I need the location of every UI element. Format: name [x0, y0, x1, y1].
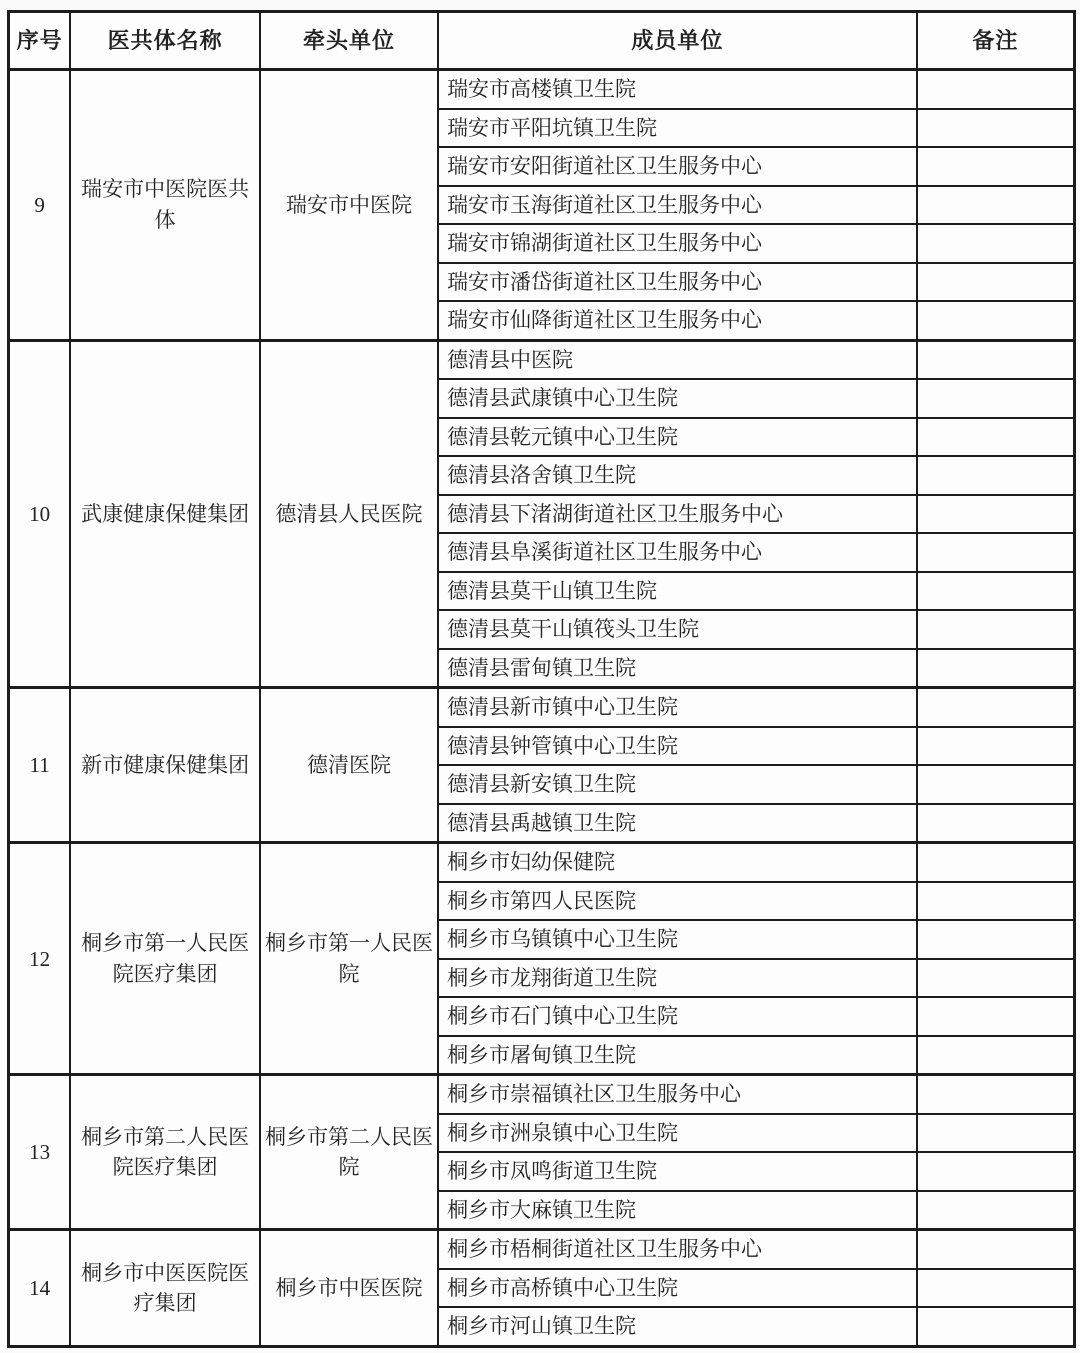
col-header-lead-unit: 牵头单位 [260, 12, 438, 70]
remark-cell [917, 70, 1075, 109]
member-unit-cell: 桐乡市洲泉镇中心卫生院 [438, 1114, 917, 1153]
remark-cell [917, 147, 1075, 186]
member-row [9, 1075, 1075, 1114]
group-name-cell: 桐乡市中医医院医疗集团 [70, 1230, 260, 1347]
member-unit-cell: 桐乡市崇福镇社区卫生服务中心 [438, 1075, 917, 1114]
member-unit-cell: 德清县下渚湖街道社区卫生服务中心 [438, 495, 917, 534]
lead-unit-cell: 桐乡市第二人民医院 [260, 1075, 438, 1230]
member-unit-cell: 桐乡市屠甸镇卫生院 [438, 1036, 917, 1075]
member-unit-cell: 瑞安市潘岱街道社区卫生服务中心 [438, 263, 917, 302]
remark-cell [917, 1114, 1075, 1153]
remark-cell [917, 765, 1075, 804]
group-index-cell: 12 [9, 843, 71, 1075]
remark-cell [917, 533, 1075, 572]
group-index-cell: 14 [9, 1230, 71, 1347]
group-index-cell: 10 [9, 340, 71, 688]
remark-cell [917, 1036, 1075, 1075]
group-name-cell: 瑞安市中医院医共体 [70, 70, 260, 341]
table-header [9, 12, 1075, 70]
col-header-group-name: 医共体名称 [70, 12, 260, 70]
member-unit-cell: 桐乡市妇幼保健院 [438, 843, 917, 882]
remark-cell [917, 610, 1075, 649]
member-unit-cell: 桐乡市凤鸣街道卫生院 [438, 1152, 917, 1191]
lead-unit-cell: 瑞安市中医院 [260, 70, 438, 341]
member-row [9, 688, 1075, 727]
member-unit-cell: 瑞安市平阳坑镇卫生院 [438, 109, 917, 148]
member-unit-cell: 瑞安市玉海街道社区卫生服务中心 [438, 186, 917, 225]
member-unit-cell: 瑞安市安阳街道社区卫生服务中心 [438, 147, 917, 186]
header-row [9, 12, 1075, 70]
remark-cell [917, 109, 1075, 148]
member-row [9, 70, 1075, 109]
member-unit-cell: 桐乡市乌镇镇中心卫生院 [438, 920, 917, 959]
member-row [9, 340, 1075, 379]
member-unit-cell: 德清县新市镇中心卫生院 [438, 688, 917, 727]
lead-unit-cell: 德清县人民医院 [260, 340, 438, 688]
remark-cell [917, 959, 1075, 998]
member-unit-cell: 桐乡市大麻镇卫生院 [438, 1191, 917, 1230]
member-unit-cell: 德清县洛舍镇卫生院 [438, 456, 917, 495]
remark-cell [917, 1230, 1075, 1269]
group-index-cell: 13 [9, 1075, 71, 1230]
remark-cell [917, 495, 1075, 534]
remark-cell [917, 727, 1075, 766]
member-unit-cell: 桐乡市龙翔街道卫生院 [438, 959, 917, 998]
member-unit-cell: 桐乡市石门镇中心卫生院 [438, 997, 917, 1036]
remark-cell [917, 340, 1075, 379]
member-unit-cell: 桐乡市河山镇卫生院 [438, 1307, 917, 1346]
member-unit-cell: 桐乡市梧桐街道社区卫生服务中心 [438, 1230, 917, 1269]
remark-cell [917, 224, 1075, 263]
member-unit-cell: 德清县莫干山镇卫生院 [438, 572, 917, 611]
col-header-member-unit: 成员单位 [438, 12, 917, 70]
member-unit-cell: 德清县中医院 [438, 340, 917, 379]
member-unit-cell: 德清县武康镇中心卫生院 [438, 379, 917, 418]
member-unit-cell: 桐乡市第四人民医院 [438, 882, 917, 921]
remark-cell [917, 572, 1075, 611]
group-index-cell: 11 [9, 688, 71, 843]
remark-cell [917, 418, 1075, 457]
member-unit-cell: 瑞安市锦湖街道社区卫生服务中心 [438, 224, 917, 263]
lead-unit-cell: 桐乡市中医医院 [260, 1230, 438, 1347]
remark-cell [917, 882, 1075, 921]
lead-unit-cell: 德清医院 [260, 688, 438, 843]
remark-cell [917, 301, 1075, 340]
member-unit-cell: 瑞安市仙降街道社区卫生服务中心 [438, 301, 917, 340]
member-unit-cell: 德清县乾元镇中心卫生院 [438, 418, 917, 457]
remark-cell [917, 186, 1075, 225]
member-unit-cell: 德清县新安镇卫生院 [438, 765, 917, 804]
member-row [9, 843, 1075, 882]
remark-cell [917, 920, 1075, 959]
remark-cell [917, 1307, 1075, 1346]
remark-cell [917, 263, 1075, 302]
group-name-cell: 桐乡市第一人民医院医疗集团 [70, 843, 260, 1075]
remark-cell [917, 1075, 1075, 1114]
member-unit-cell: 德清县阜溪街道社区卫生服务中心 [438, 533, 917, 572]
group-name-cell: 武康健康保健集团 [70, 340, 260, 688]
member-unit-cell: 桐乡市高桥镇中心卫生院 [438, 1269, 917, 1308]
member-unit-cell: 德清县雷甸镇卫生院 [438, 649, 917, 688]
remark-cell [917, 688, 1075, 727]
remark-cell [917, 379, 1075, 418]
member-unit-cell: 德清县莫干山镇筏头卫生院 [438, 610, 917, 649]
remark-cell [917, 843, 1075, 882]
group-name-cell: 桐乡市第二人民医院医疗集团 [70, 1075, 260, 1230]
remark-cell [917, 804, 1075, 843]
remark-cell [917, 997, 1075, 1036]
col-header-remark: 备注 [917, 12, 1075, 70]
medical-community-table [7, 10, 1076, 1348]
member-row [9, 1230, 1075, 1269]
lead-unit-cell: 桐乡市第一人民医院 [260, 843, 438, 1075]
remark-cell [917, 456, 1075, 495]
member-unit-cell: 德清县禹越镇卫生院 [438, 804, 917, 843]
member-unit-cell: 德清县钟管镇中心卫生院 [438, 727, 917, 766]
table-body [9, 70, 1075, 1347]
group-index-cell: 9 [9, 70, 71, 341]
remark-cell [917, 1191, 1075, 1230]
member-unit-cell: 瑞安市高楼镇卫生院 [438, 70, 917, 109]
remark-cell [917, 649, 1075, 688]
group-name-cell: 新市健康保健集团 [70, 688, 260, 843]
remark-cell [917, 1152, 1075, 1191]
col-header-index: 序号 [9, 12, 71, 70]
remark-cell [917, 1269, 1075, 1308]
